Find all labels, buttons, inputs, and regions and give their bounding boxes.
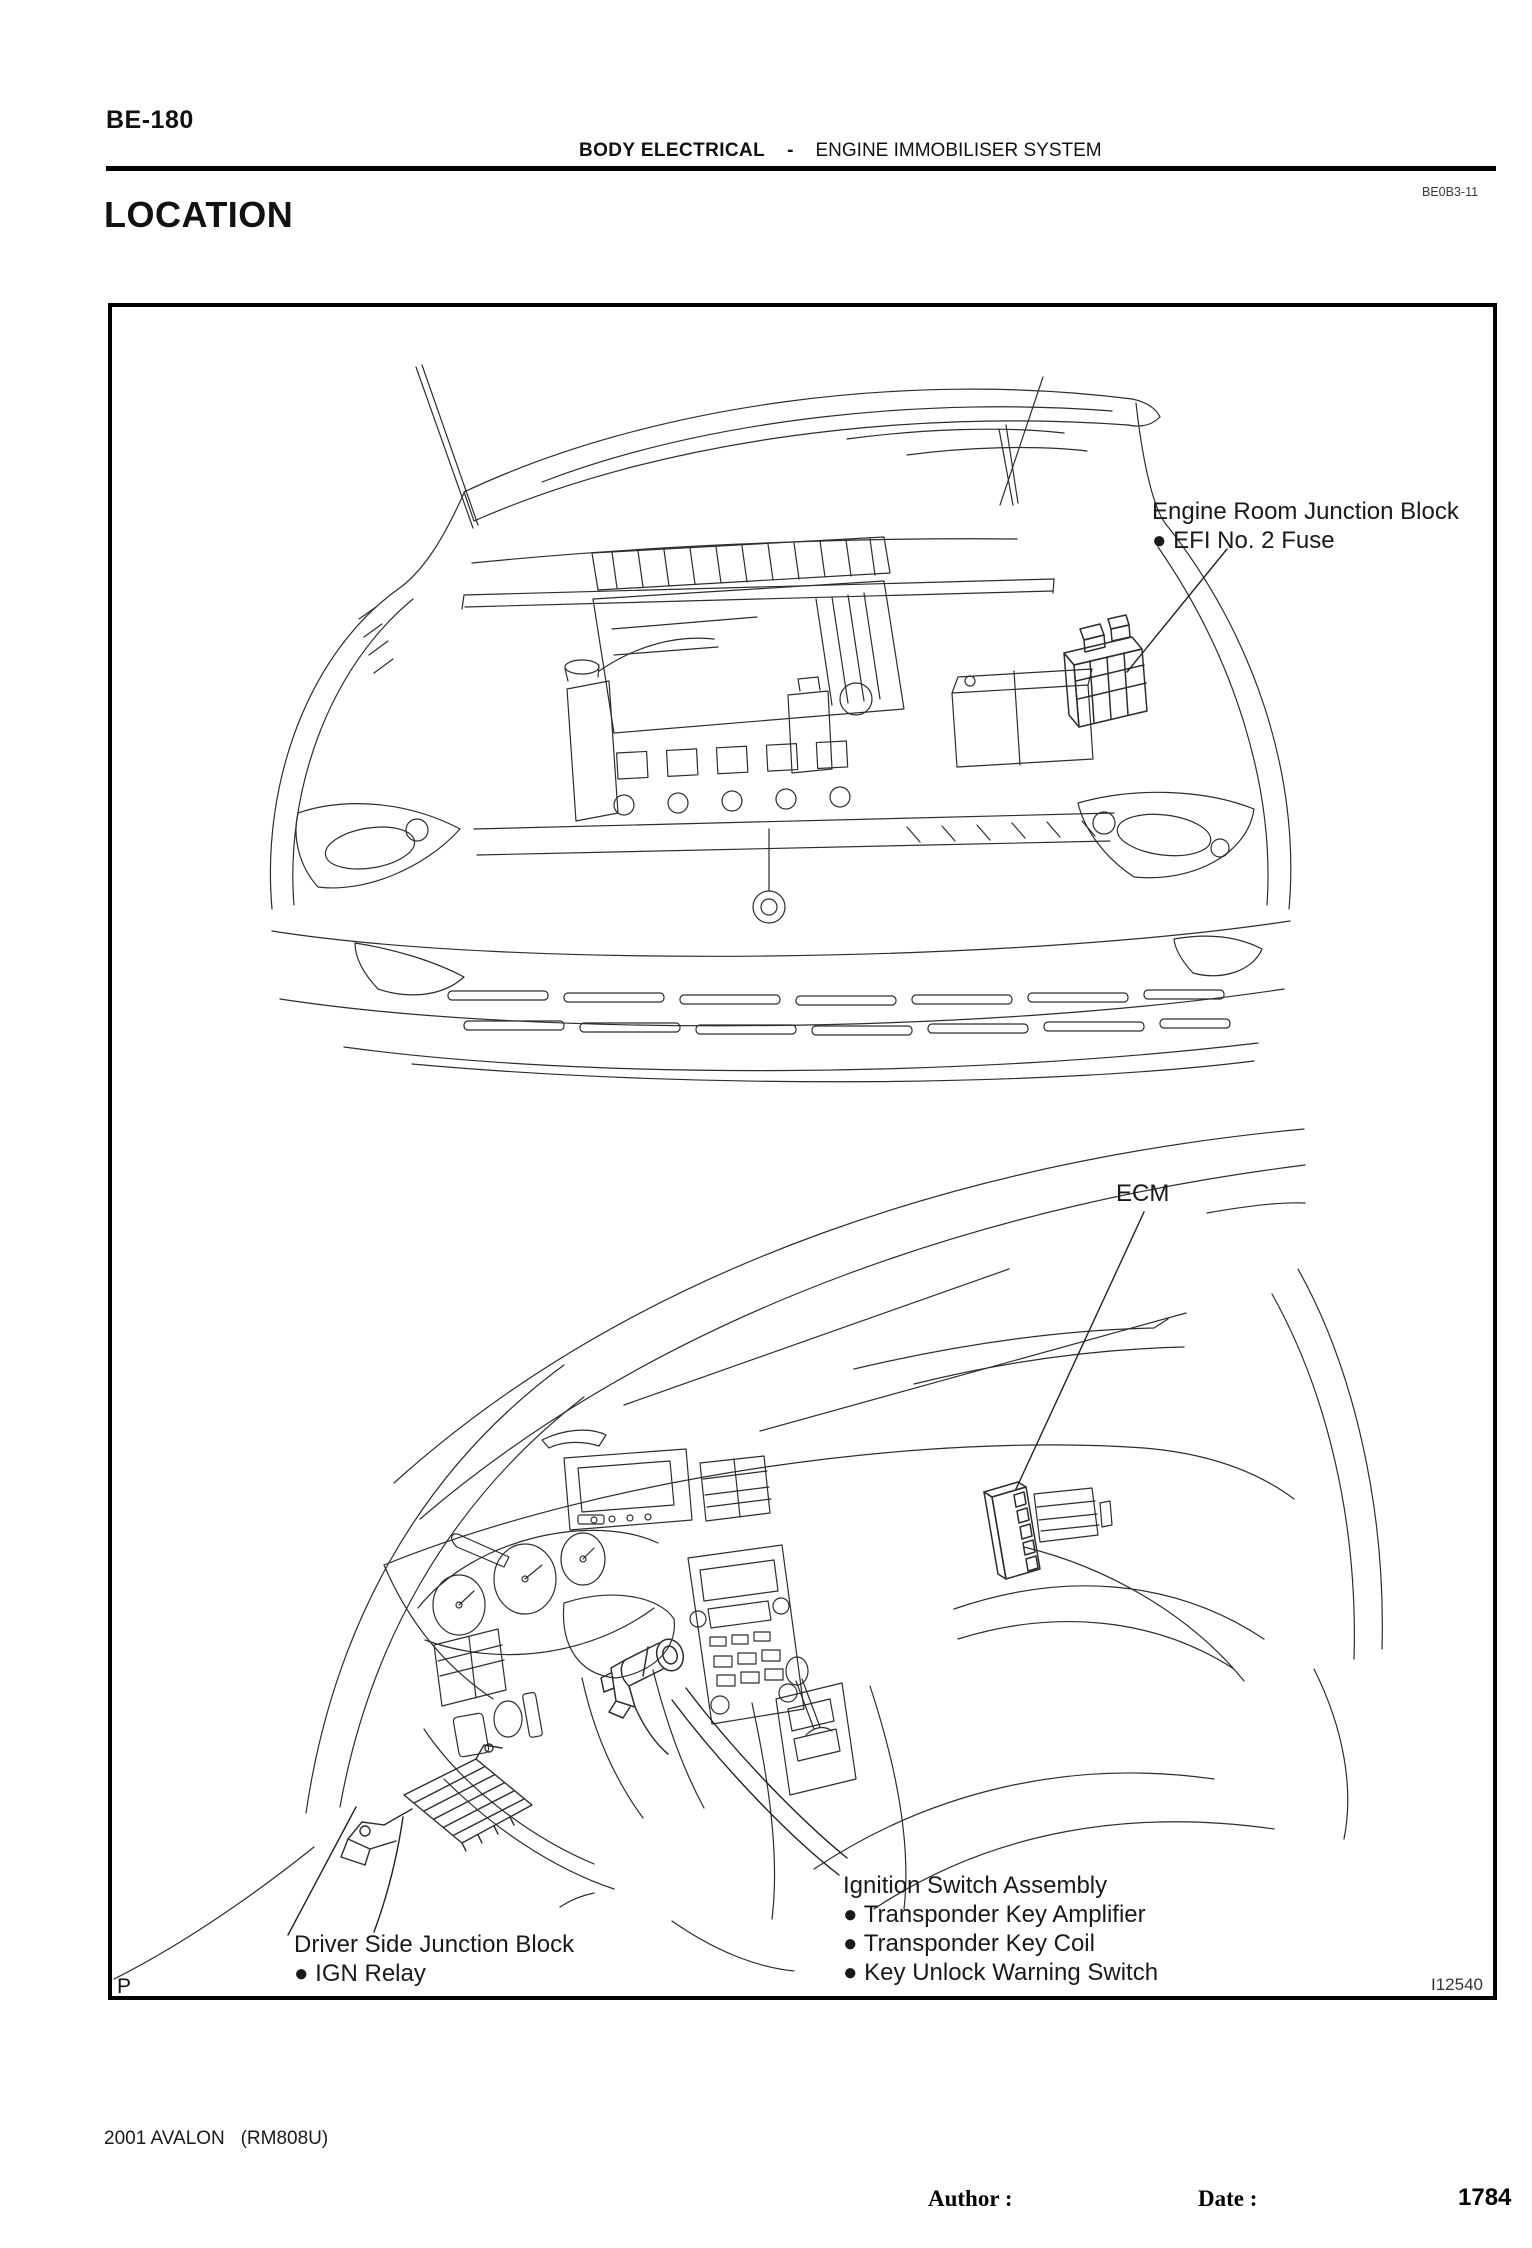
- callout-title: Ignition Switch Assembly: [843, 1872, 1108, 1899]
- ecm-drawing: [984, 1482, 1040, 1579]
- callout-item: ● IGN Relay: [294, 1960, 426, 1987]
- page-code: BE-180: [106, 106, 194, 134]
- dashboard-illustration: [114, 1129, 1382, 1979]
- callout-title: Engine Room Junction Block: [1152, 498, 1459, 525]
- callout-item: ● EFI No. 2 Fuse: [1152, 527, 1335, 554]
- subsection-name: ENGINE IMMOBILISER SYSTEM: [815, 140, 1102, 161]
- engine-room-junction-block-drawing: [1064, 615, 1147, 727]
- figure-code: I12540: [1431, 1975, 1483, 1994]
- callout-ignition-switch: [843, 1871, 1158, 1987]
- leader-driver-jb-2: [374, 1817, 403, 1932]
- date-label: Date :: [1198, 2186, 1258, 2211]
- page-title: LOCATION: [104, 194, 294, 235]
- leader-driver-jb-1: [288, 1807, 356, 1935]
- callout-title: Driver Side Junction Block: [294, 1931, 575, 1958]
- header-rule: [106, 166, 1496, 171]
- page-number: 1784: [1458, 2184, 1512, 2211]
- callout-engine-room-junction-block: [1152, 497, 1459, 555]
- callout-title: ECM: [1116, 1180, 1170, 1207]
- section-header: [579, 140, 1102, 162]
- callout-item: ● Transponder Key Coil: [843, 1930, 1095, 1957]
- callout-item: ● Key Unlock Warning Switch: [843, 1959, 1159, 1986]
- model-line: 2001 AVALON (RM808U): [104, 2128, 329, 2149]
- grille-slats: [448, 990, 1230, 1035]
- ignition-switch-drawing: [601, 1636, 687, 1754]
- location-illustration: [112, 307, 1493, 1996]
- engine-bay-illustration: [270, 365, 1290, 1082]
- section-name: BODY ELECTRICAL: [579, 140, 766, 161]
- driver-junction-block-drawing: [341, 1744, 532, 1865]
- callout-driver-side-junction-block: [294, 1930, 574, 1988]
- callout-ecm: [1116, 1179, 1169, 1208]
- author-label: Author :: [928, 2186, 1013, 2211]
- figure-frame: [108, 303, 1497, 2000]
- callout-item: ● Transponder Key Amplifier: [843, 1901, 1146, 1928]
- section-separator: -: [787, 140, 794, 161]
- frame-letter: P: [117, 1975, 132, 1998]
- leader-engine-junction-block: [1127, 549, 1227, 672]
- doc-code: BE0B3-11: [1422, 185, 1479, 199]
